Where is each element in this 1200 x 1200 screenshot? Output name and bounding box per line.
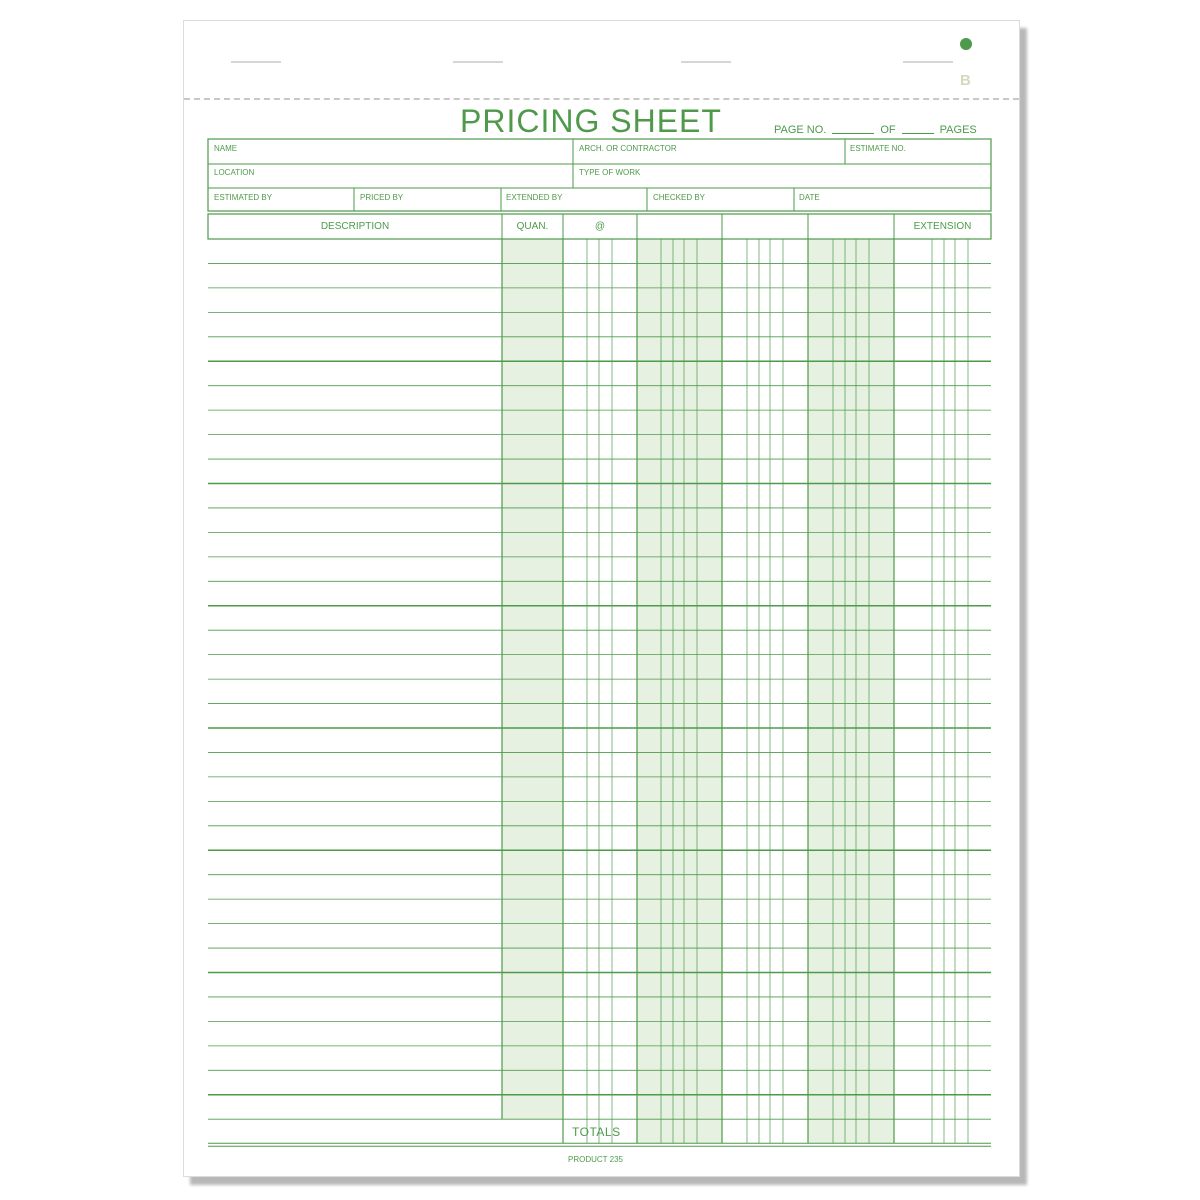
estimate-no-field[interactable]: ESTIMATE NO. — [850, 144, 906, 153]
page-no-label: PAGE NO. — [774, 124, 827, 136]
amount-column-1-shade — [637, 239, 722, 1143]
location-field[interactable]: LOCATION — [214, 168, 255, 177]
product-number: PRODUCT 235 — [568, 1155, 623, 1164]
column-header-description: DESCRIPTION — [320, 221, 390, 232]
estimated-by-field[interactable]: ESTIMATED BY — [214, 193, 273, 202]
pricing-sheet-page — [183, 20, 1020, 1177]
copy-letter: B — [960, 72, 971, 89]
checked-by-field[interactable]: CHECKED BY — [653, 193, 706, 202]
amount-column-3-shade — [808, 239, 894, 1143]
column-header-extension: EXTENSION — [913, 221, 972, 232]
form-grid — [184, 21, 1019, 1176]
of-label: OF — [880, 124, 896, 136]
extended-by-field[interactable]: EXTENDED BY — [506, 193, 563, 202]
column-header-at: @ — [594, 221, 606, 232]
form-title: PRICING SHEET — [460, 103, 722, 139]
priced-by-field[interactable]: PRICED BY — [360, 193, 404, 202]
column-header-quantity: QUAN. — [516, 221, 549, 232]
arch-contractor-field[interactable]: ARCH. OR CONTRACTOR — [579, 144, 677, 153]
type-of-work-field[interactable]: TYPE OF WORK — [579, 168, 641, 177]
date-field[interactable]: DATE — [799, 193, 820, 202]
totals-label: TOTALS — [572, 1125, 621, 1139]
name-field[interactable]: NAME — [214, 144, 238, 153]
pages-label: PAGES — [939, 124, 977, 136]
